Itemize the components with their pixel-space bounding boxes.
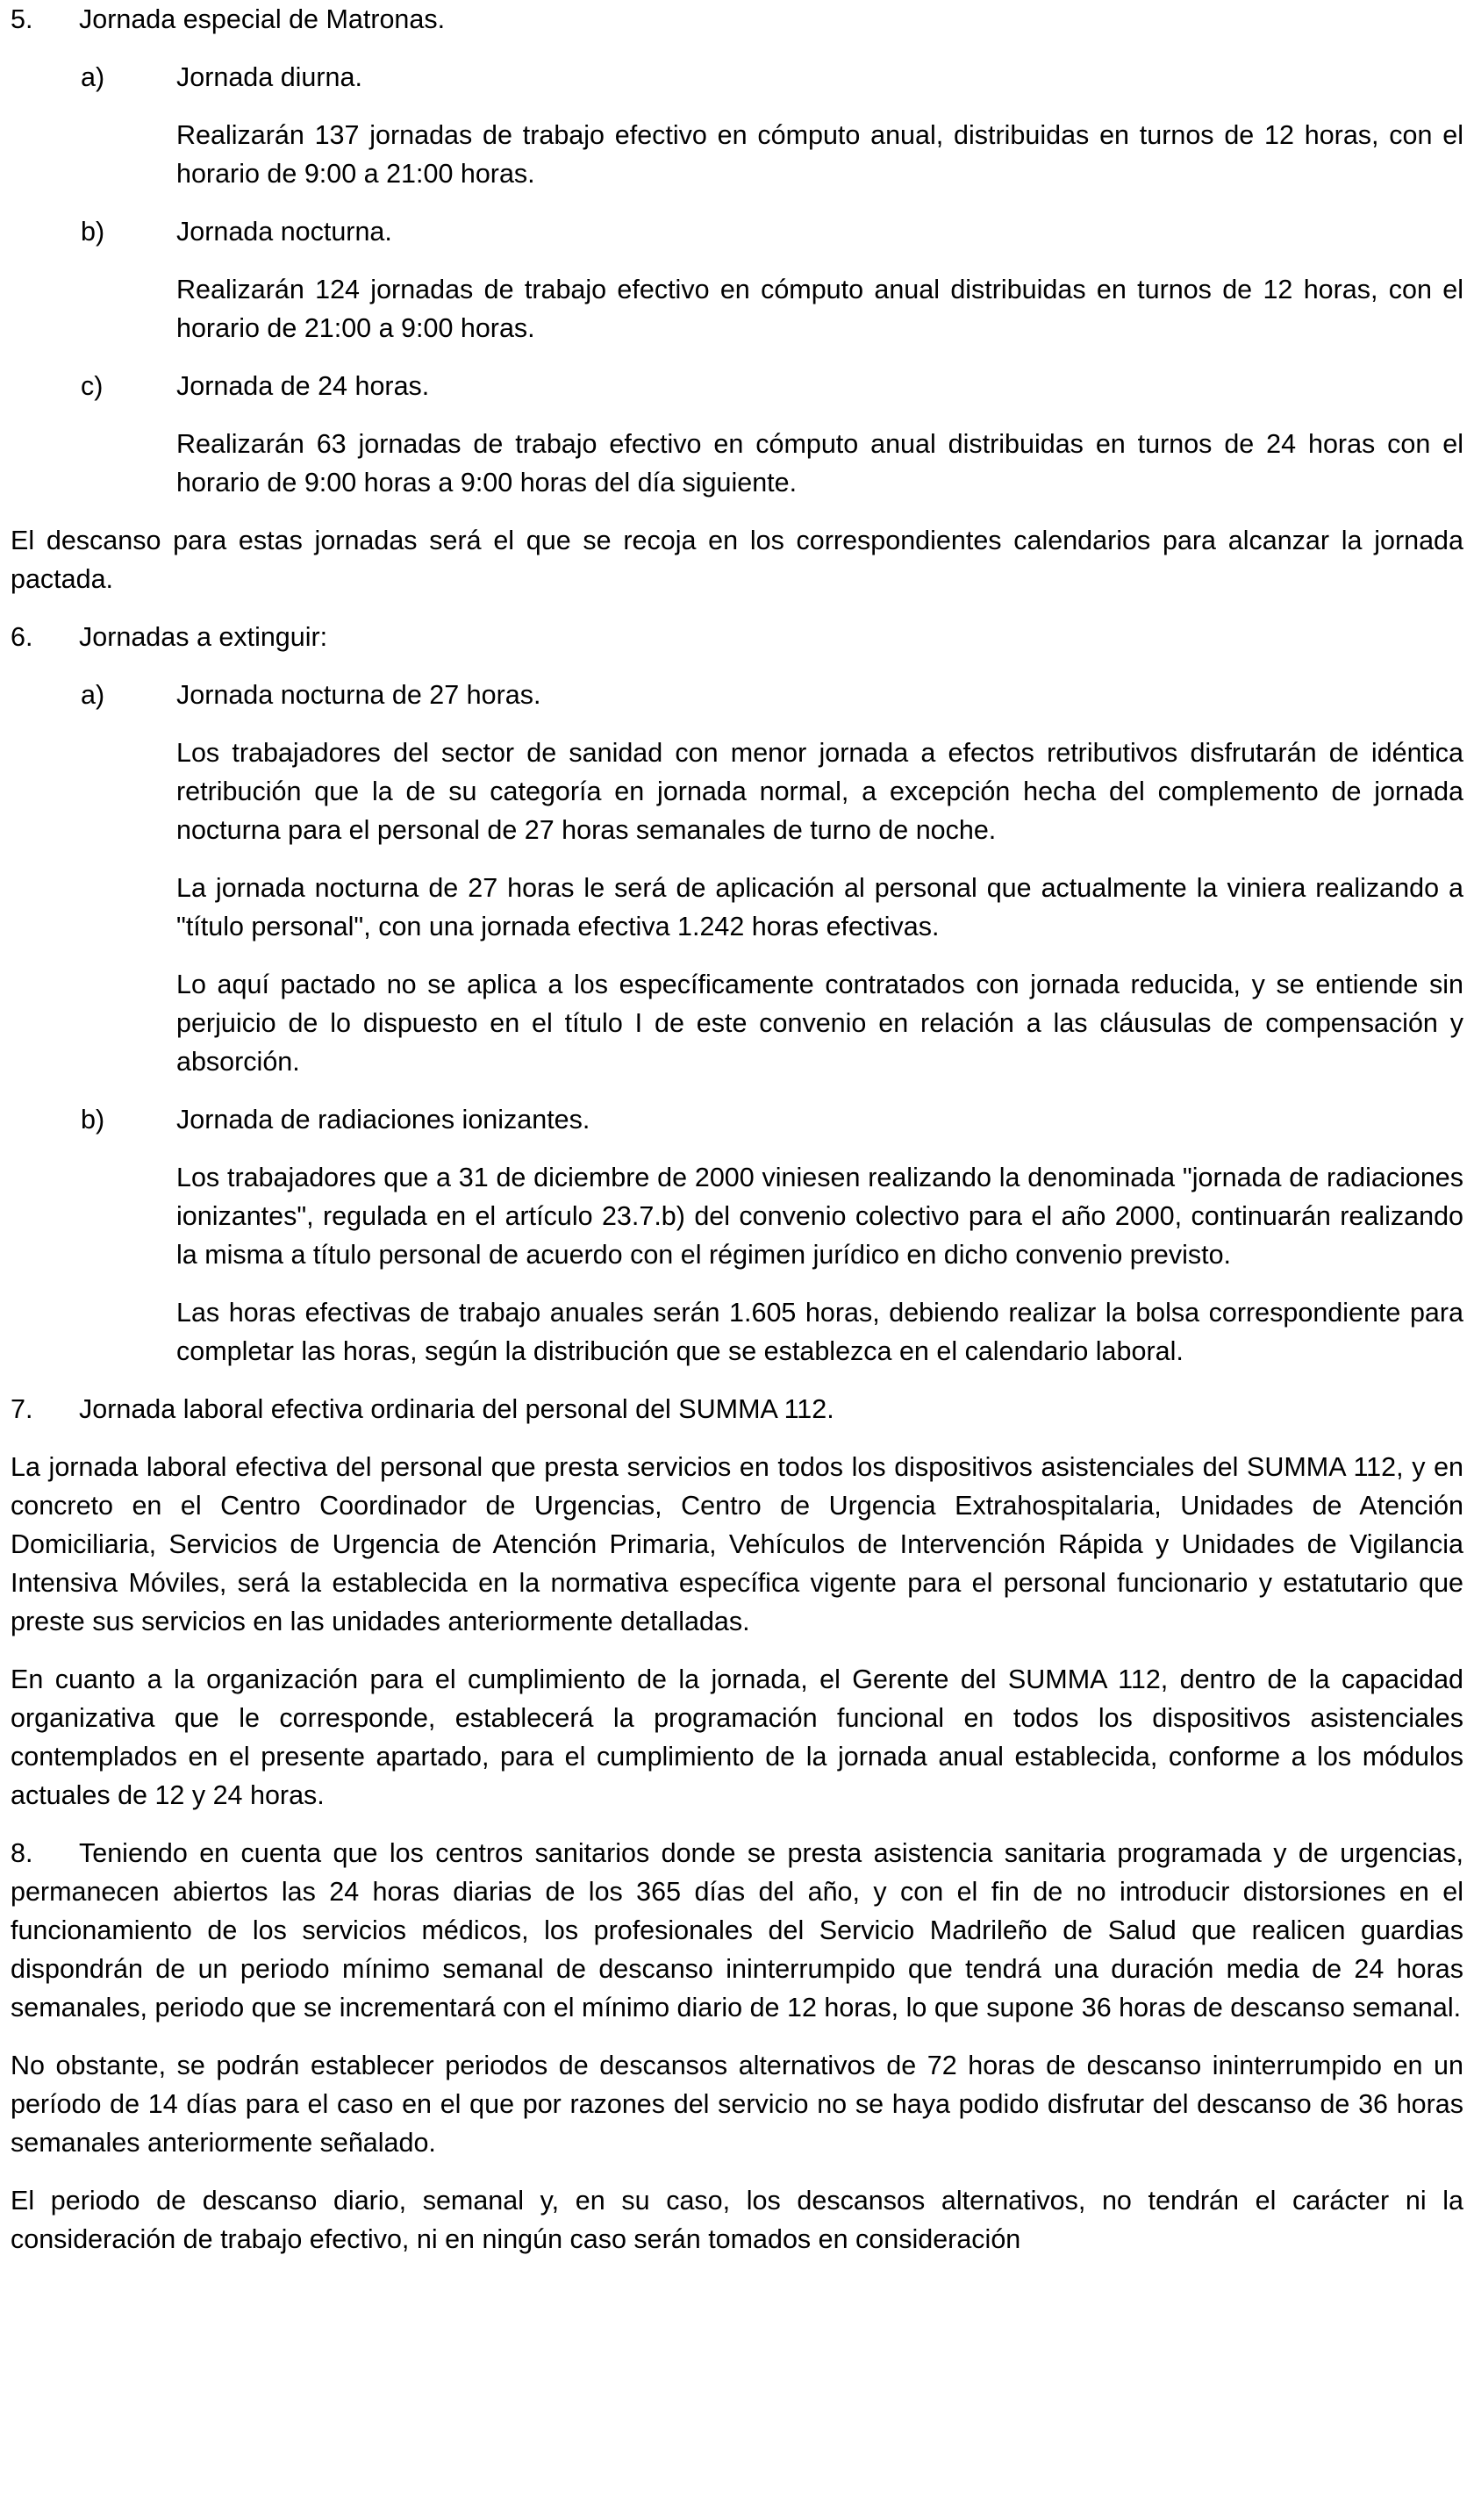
section-5-closing-paragraph: El descanso para estas jornadas será el que se recoja en los correspondientes calendarios para alcanzar la jornada pactada. [11, 526, 1463, 594]
subsection-title: Jornada de radiaciones ionizantes. [176, 1105, 590, 1135]
section-8-text: Teniendo en cuenta que los centros sanitarios donde se presta asistencia sanitaria programada y de urgencias, permanecen abiertos las 24 horas diarias de los 365 días del año, y con el fin de no introducir distorsiones en el funcionamiento de los servicios médicos, los profesionales del Servicio Madrileño de Salud que realicen guardias dispondrán de un periodo mínimo semanal de descanso ininterrumpido que tendrá una duración media de 24 horas semanales, periodo que se incrementará con el mínimo diario de 12 horas, lo que supone 36 horas de descanso semanal. [11, 1838, 1463, 2022]
subsection-paragraph: La jornada nocturna de 27 horas le será de aplicación al personal que actualmente la viniera realizando a "título personal", con una jornada efectiva 1.242 horas efectivas. [176, 873, 1463, 941]
subsection-paragraph: Los trabajadores que a 31 de diciembre de 2000 viniesen realizando la denominada "jornada de radiaciones ionizantes", regulada en el artículo 23.7.b) del convenio colectivo para el año 2000, continuarán realizando la misma a título personal de acuerdo con el régimen jurídico en dicho convenio previsto. [176, 1163, 1463, 1270]
section-number: 8. [11, 1838, 33, 1868]
subsection-paragraph: Lo aquí pactado no se aplica a los específicamente contratados con jornada reducida, y se entiende sin perjuicio de lo dispuesto en el título I de este convenio en relación a las cláusulas de compensación y absorción. [176, 970, 1463, 1077]
subsection-letter: c) [81, 371, 104, 401]
subsection-letter: b) [81, 217, 105, 247]
section-title: Jornada especial de Matronas. [79, 4, 446, 34]
subsection-title: Jornada diurna. [176, 62, 362, 92]
section-number: 6. [11, 622, 33, 652]
section-8-paragraph [11, 1834, 1463, 2027]
subsection-6a-heading [11, 676, 1463, 714]
section-number: 5. [11, 4, 33, 34]
subsection-title: Jornada nocturna de 27 horas. [176, 680, 541, 710]
subsection-paragraph: Realizarán 124 jornadas de trabajo efectivo en cómputo anual distribuidas en turnos de 12 horas, con el horario de 21:00 a 9:00 horas. [176, 275, 1463, 343]
section-7-heading [11, 1390, 1463, 1428]
section-number: 7. [11, 1394, 33, 1424]
subsection-letter: a) [81, 680, 105, 710]
section-7-paragraph: La jornada laboral efectiva del personal que presta servicios en todos los dispositivos asistenciales del SUMMA 112, y en concreto en el Centro Coordinador de Urgencias, Centro de Urgencia Extrahospitalaria, Unidades de Atención Domiciliaria, Servicios de Urgencia de Atención Primaria, Vehículos de Intervención Rápida y Unidades de Vigilancia Intensiva Móviles, será la establecida en la normativa específica vigente para el personal funcionario y estatutario que preste sus servicios en las unidades anteriormente detalladas. [11, 1452, 1463, 1636]
subsection-paragraph: Las horas efectivas de trabajo anuales serán 1.605 horas, debiendo realizar la bolsa correspondiente para completar las horas, según la distribución que se establezca en el calendario laboral. [176, 1298, 1463, 1366]
section-8-paragraph: El periodo de descanso diario, semanal y, en su caso, los descansos alternativos, no tendrán el carácter ni la consideración de trabajo efectivo, ni en ningún caso serán tomados en consideración [11, 2186, 1463, 2254]
subsection-paragraph: Realizarán 63 jornadas de trabajo efectivo en cómputo anual distribuidas en turnos de 24 horas con el horario de 9:00 horas a 9:00 horas del día siguiente. [176, 429, 1463, 498]
subsection-5b-heading [11, 212, 1463, 251]
subsection-paragraph: Los trabajadores del sector de sanidad con menor jornada a efectos retributivos disfrutarán de idéntica retribución que la de su categoría en jornada normal, a excepción hecha del complemento de jornada nocturna para el personal de 27 horas semanales de turno de noche. [176, 738, 1463, 845]
section-7-paragraph: En cuanto a la organización para el cumplimiento de la jornada, el Gerente del SUMMA 112, dentro de la capacidad organizativa que le corresponde, establecerá la programación funcional en todos los dispositivos asistenciales contemplados en el presente apartado, para el cumplimiento de la jornada anual establecida, conforme a los módulos actuales de 12 y 24 horas. [11, 1664, 1463, 1810]
subsection-title: Jornada nocturna. [176, 217, 392, 247]
section-title: Jornadas a extinguir: [79, 622, 328, 652]
section-8-paragraph: No obstante, se podrán establecer periodos de descansos alternativos de 72 horas de descanso ininterrumpido en un período de 14 días para el caso en el que por razones del servicio no se haya podido disfrutar del descanso de 36 horas semanales anteriormente señalado. [11, 2051, 1463, 2158]
subsection-5a-heading [11, 58, 1463, 97]
subsection-5c-heading [11, 367, 1463, 405]
section-title: Jornada laboral efectiva ordinaria del personal del SUMMA 112. [79, 1394, 834, 1424]
subsection-paragraph: Realizarán 137 jornadas de trabajo efectivo en cómputo anual, distribuidas en turnos de 12 horas, con el horario de 9:00 a 21:00 horas. [176, 120, 1463, 189]
section-6-heading [11, 618, 1463, 656]
subsection-letter: a) [81, 62, 105, 92]
section-5-heading [11, 0, 1463, 39]
subsection-letter: b) [81, 1105, 105, 1135]
subsection-6b-heading [11, 1100, 1463, 1139]
subsection-title: Jornada de 24 horas. [176, 371, 430, 401]
